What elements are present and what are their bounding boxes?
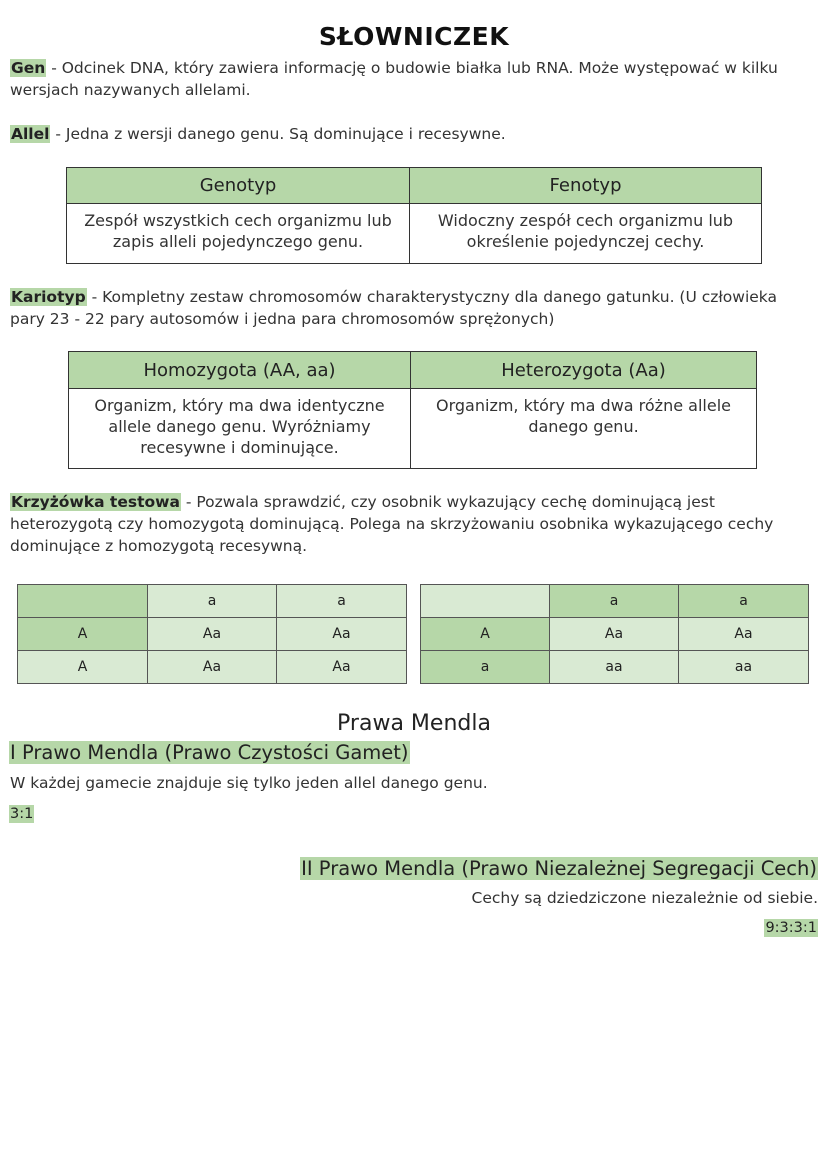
- law2-heading-wrap: [300, 857, 818, 880]
- punnett-right-gamete: a: [679, 585, 809, 618]
- definition-gen: [10, 57, 815, 101]
- punnett-right-gamete: a: [550, 585, 679, 618]
- law2-ratio-wrap: [764, 917, 818, 936]
- law1-heading: I Prawo Mendla (Prawo Czystości Gamet): [10, 741, 409, 764]
- punnett-left-gamete: a: [277, 585, 407, 618]
- punnett-right-corner: [421, 585, 550, 618]
- header-genotyp: Genotyp: [67, 168, 410, 204]
- cell-heterozygota: Organizm, który ma dwa różne allele danego genu.: [411, 389, 757, 469]
- genotype-phenotype-table: [66, 167, 762, 264]
- header-fenotyp: Fenotyp: [410, 168, 762, 204]
- punnett-left-corner: [18, 585, 148, 618]
- punnett-left-cell: Aa: [148, 651, 277, 684]
- definition-krzyzowka: [10, 491, 815, 557]
- header-homozygota: Homozygota (AA, aa): [69, 352, 411, 389]
- definition-allel-text: - Jedna z wersji danego genu. Są dominujące i recesywne.: [50, 125, 506, 143]
- punnett-right-cell: aa: [679, 651, 809, 684]
- punnett-right-row-gamete: a: [421, 651, 550, 684]
- punnett-right-cell: Aa: [679, 618, 809, 651]
- definition-kariotyp-text: - Kompletny zestaw chromosomów charakterystyczny dla danego gatunku. (U człowieka pary 23 - 22 pary autosomów i jedna para chromosomów sprężonych): [10, 288, 778, 328]
- law1-ratio: 3:1: [10, 806, 34, 822]
- law2-heading: II Prawo Mendla (Prawo Niezależnej Segregacji Cech): [301, 857, 817, 880]
- term-gen: Gen: [11, 59, 46, 77]
- punnett-left-row-gamete: A: [18, 618, 148, 651]
- punnett-square-right: [420, 584, 809, 684]
- punnett-square-left: [17, 584, 407, 684]
- punnett-right-cell: Aa: [550, 618, 679, 651]
- cell-fenotyp: Widoczny zespół cech organizmu lub określenie pojedynczej cechy.: [410, 204, 762, 264]
- definition-gen-text: - Odcinek DNA, który zawiera informację o budowie białka lub RNA. Może występować w kilku wersjach nazywanych allelami.: [10, 59, 778, 99]
- punnett-right-cell: aa: [550, 651, 679, 684]
- law1-text: W każdej gamecie znajduje się tylko jeden allel danego genu.: [10, 774, 488, 792]
- law1-heading-wrap: [9, 741, 410, 764]
- cell-homozygota: Organizm, który ma dwa identyczne allele danego genu. Wyróżniamy recesywne i dominujące.: [69, 389, 411, 469]
- punnett-left-cell: Aa: [277, 651, 407, 684]
- homozygote-heterozygote-table: [68, 351, 757, 469]
- law2-ratio: 9:3:3:1: [765, 920, 817, 936]
- term-krzyzowka-testowa: Krzyżówka testowa: [11, 493, 180, 511]
- law1-ratio-wrap: [9, 803, 34, 822]
- law2-text: Cechy są dziedziczone niezależnie od siebie.: [471, 889, 818, 907]
- punnett-left-cell: Aa: [277, 618, 407, 651]
- page-title: SŁOWNICZEK: [318, 22, 510, 51]
- definition-allel: [10, 123, 815, 145]
- section-title-prawa-mendla: Prawa Mendla: [337, 711, 491, 736]
- punnett-left-row-gamete: A: [18, 651, 148, 684]
- punnett-left-cell: Aa: [148, 618, 277, 651]
- cell-genotyp: Zespół wszystkich cech organizmu lub zapis alleli pojedynczego genu.: [67, 204, 410, 264]
- term-kariotyp: Kariotyp: [11, 288, 86, 306]
- header-heterozygota: Heterozygota (Aa): [411, 352, 757, 389]
- punnett-right-row-gamete: A: [421, 618, 550, 651]
- punnett-left-gamete: a: [148, 585, 277, 618]
- term-allel: Allel: [11, 125, 50, 143]
- definition-kariotyp: [10, 286, 815, 330]
- definition-krzyzowka-text: - Pozwala sprawdzić, czy osobnik wykazujący cechę dominującą jest heterozygotą czy homozygotą dominującą. Polega na skrzyżowaniu osobnika wykazującego cechy dominujące z homozygotą recesywną.: [10, 493, 774, 555]
